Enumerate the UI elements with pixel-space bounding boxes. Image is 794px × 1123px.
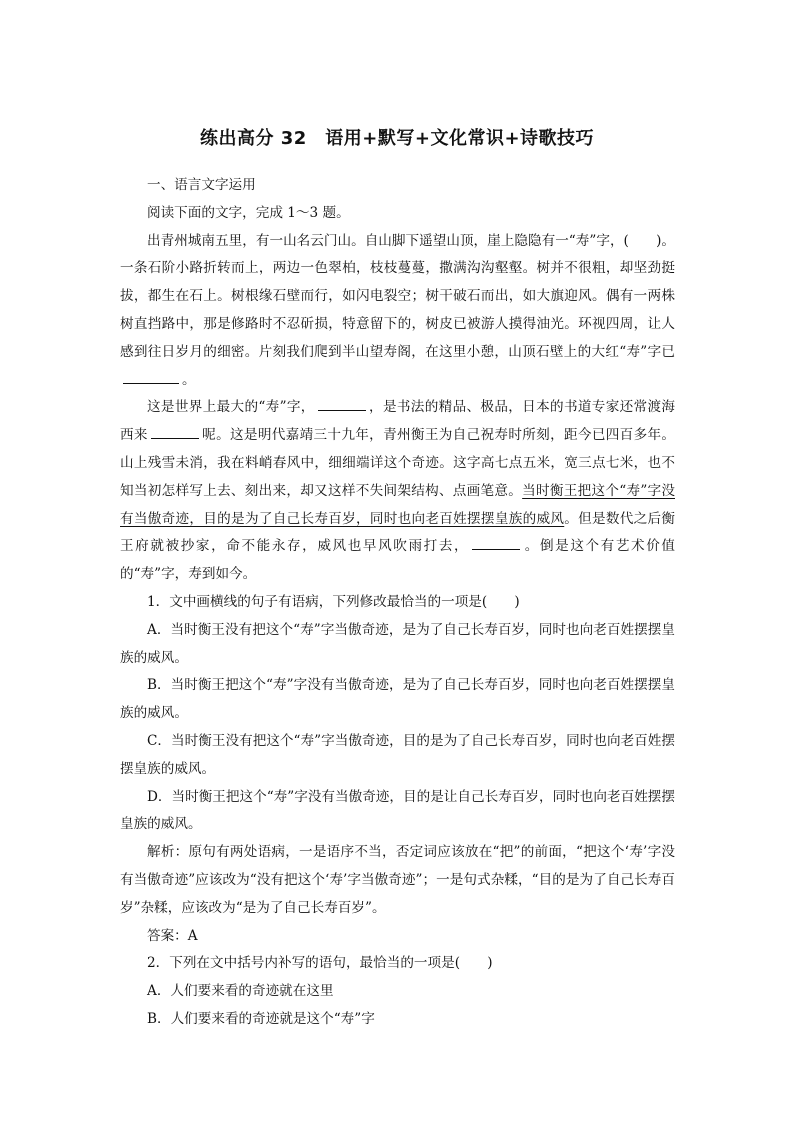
document-body — [120, 172, 675, 1034]
fill-blank-2 — [318, 398, 366, 411]
page-title: 练出高分 32 语用+默写+文化常识+诗歌技巧 — [199, 128, 595, 149]
passage-text: ，是书法的精品、极品，日本的书道专家还常渡海西来 — [120, 399, 675, 444]
passage-paragraph-1 — [120, 228, 675, 395]
passage-text: 。 — [182, 371, 196, 388]
question-2-stem: 2．下列在文中括号内补写的语句，最恰当的一项是( ) — [147, 955, 493, 972]
passage-text: 。但是数代之后衡王府就被抄家，命不能永存，威风也早风吹雨打去， — [120, 510, 676, 555]
question-1-option-a: A．当时衡王没有把这个“寿”字当傲奇迹，是为了自己长寿百岁，同时也向老百姓摆摆皇族的威风。 — [120, 621, 675, 666]
question-1-option-c: C．当时衡王没有把这个“寿”字当傲奇迹，目的是为了自己长寿百岁，同时也向老百姓摆摆皇族的威风。 — [120, 732, 675, 777]
question-1-option-d: D．当时衡王把这个“寿”字没有当傲奇迹，目的是让自己长寿百岁，同时也向老百姓摆摆皇族的威风。 — [120, 788, 675, 833]
question-2-option-a: A．人们要来看的奇迹就在这里 — [147, 983, 334, 1000]
passage-paragraph-2 — [120, 394, 675, 589]
fill-blank-1 — [123, 371, 179, 384]
fill-blank-3 — [151, 426, 199, 439]
passage-text: 。倒是这个有艺术价值的“寿”字，寿到如今。 — [120, 538, 676, 583]
question-1-answer: 答案：A — [147, 927, 198, 944]
instruction-text: 阅读下面的文字，完成 1～3 题。 — [147, 204, 350, 221]
section-heading: 一、语言文字运用 — [147, 177, 256, 193]
fill-blank-4 — [472, 537, 520, 550]
underlined-sentence: 当时衡王把这个“寿”字没有当傲奇迹，目的是为了自己长寿百岁，同时也向老百姓摆摆皇族的威风 — [120, 482, 675, 527]
question-1-option-b: B．当时衡王把这个“寿”字没有当傲奇迹，是为了自己长寿百岁，同时也向老百姓摆摆皇族的威风。 — [120, 677, 675, 722]
passage-text: 呢。这是明代嘉靖三十九年，青州衡王为自己祝寿时所刻，距今已四百多年。山上残雪未消，我在料峭春风中，细细端详这个奇迹。这字高七点五米，宽三点七米，也不知当初怎样写上去、刻出来，却又这样不失间架结构、点画笔意。 — [120, 427, 676, 499]
passage-text: 这是世界上最大的“寿”字， — [147, 399, 315, 416]
question-1-analysis: 解析：原句有两处语病，一是语序不当，否定词应该放在“把”的前面，“把这个‘寿’字没有当傲奇迹”应该改为“没有把这个‘寿’字当傲奇迹”；一是句式杂糅，“目的是为了自己长寿百岁”杂糅，应该改为“是为了自己长寿百岁”。 — [120, 844, 675, 916]
question-1-stem: 1．文中画横线的句子有语病，下列修改最恰当的一项是( ) — [147, 593, 520, 610]
passage-text: 出青州城南五里，有一山名云门山。自山脚下遥望山顶，崖上隐隐有一“寿”字，( )。一条石阶小路折转而上，两边一色翠柏，枝枝蔓蔓，撒满沟沟壑壑。树并不很粗，却坚劲挺拔，都生在石上。树根缘石壁而行，如闪电裂空；树干破石而出，如大旗迎风。偶有一两株树直挡路中，那是修路时不忍斫损，特意留下的，树皮已被游人摸得油光。环视四周，让人感到往日岁月的细密。片刻我们爬到半山望寿阁，在这里小憩，山顶石壁上的大红“寿”字已 — [120, 232, 675, 360]
question-2-option-b: B．人们要来看的奇迹就是这个“寿”字 — [147, 1010, 375, 1027]
